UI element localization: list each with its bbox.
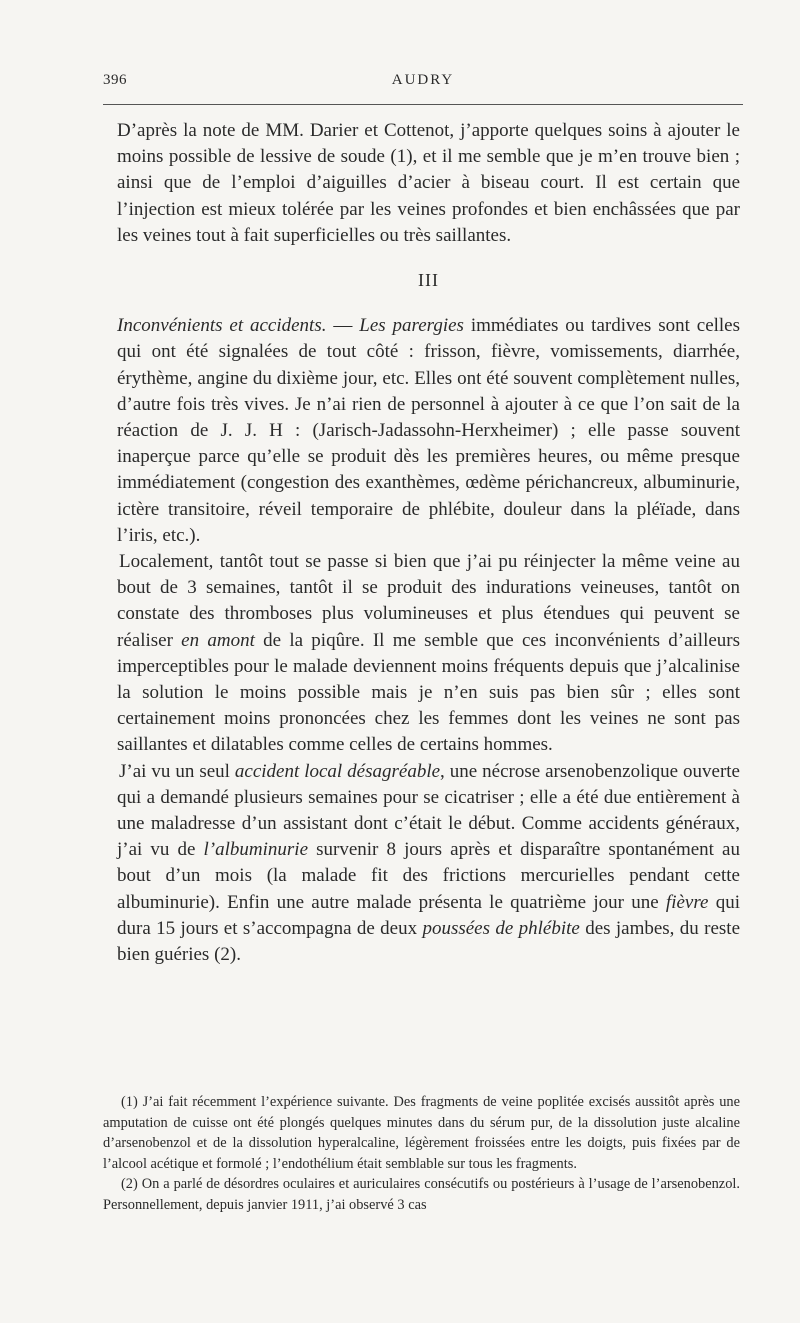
body-text (117, 118, 740, 968)
paragraph-3 (117, 549, 740, 759)
paragraph-text: survenir 8 jours après et disparaître spontanément au bout d’un mois (la malade fit des frictions mercurielles pendant cette albuminurie). Enfin une autre malade présenta le quatrième jour une (117, 839, 740, 913)
italic-term: fièvre (665, 891, 709, 913)
paragraph-2 (117, 313, 740, 549)
paragraph-text: , une nécrose arsenobenzolique ouverte qui a demandé plusieurs semaines pour se cicatriser ; elle a été due entièrement à une maladresse d’un assistant dont c’était le début. Comme accidents généraux, j’ai vu de (117, 760, 740, 861)
paragraph-text: immédiates ou tardives sont celles qui ont été signalées de tout côté : frisson, fièvre, vomissements, diarrhée, érythème, angine du dixième jour, etc. Elles ont été souvent complètement nulles, d’autre fois très vives. Je n’ai rien de personnel à ajouter à ce que l’on sait de la réaction de J. J. H : (Jarisch-Jadassohn-Herxheimer) ; elle passe souvent inaperçue parce qu’elle se produit dès les premières heures, ou même presque immédiatement (congestion des exanthèmes, œdème périchancreux, albuminurie, ictère transitoire, réveil temporaire de phlébite, douleur dans la pléïade, dans l’iris, etc.). (117, 315, 741, 546)
paragraph-text: J’ai vu un seul (119, 760, 235, 782)
header-rule (103, 104, 743, 105)
italic-term: poussées de phlébite (422, 917, 580, 939)
italic-term: Les parergies (359, 315, 464, 337)
page-header (103, 72, 743, 94)
footnotes (103, 1092, 740, 1216)
paragraph-1: D’après la note de MM. Darier et Cottenot, j’apporte quelques soins à ajouter le moins possible de lessive de soude (1), et il me semble que je m’en trouve bien ; ainsi que de l’emploi d’aiguilles d’acier à biseau court. Il est certain que l’injection est mieux tolérée par les veines profondes et bien enchâssées que par les veines tout à fait superficielles ou très saillantes. (117, 120, 740, 246)
paragraph-text: de la piqûre. Il me semble que ces inconvénients d’ailleurs imperceptibles pour le malade deviennent moins fréquents depuis que j’alcalinise la solution le moins possible mais je n’en suis pas bien sûr ; elles sont certainement moins prononcées chez les femmes dont les veines ne sont pas saillantes et dilatables comme celles de certains hommes. (117, 629, 741, 756)
paragraph-4 (117, 759, 740, 969)
paragraph-text: Localement, tantôt tout se passe si bien que j’ai pu réinjecter la même veine au bout de 3 semaines, tantôt il se produit des indurations veineuses, tantôt on constate des thromboses plus volumineuses et plus étendues qui peuvent se réaliser (117, 551, 740, 651)
footnote-2: (2) On a parlé de désordres oculaires et auriculaires consécutifs ou postérieurs à l’usage de l’arsenobenzol. Personnellement, depuis janvier 1911, j’ai observé 3 cas (103, 1176, 740, 1213)
section-number: III (418, 270, 439, 291)
paragraph-text: qui dura 15 jours et s’accompagna de deux (117, 891, 741, 939)
italic-term: l’albuminurie (203, 839, 309, 861)
running-head: AUDRY (391, 72, 455, 88)
paragraph-text: des jambes, du reste bien guéries (2). (117, 917, 740, 966)
italic-heading: Inconvénients et accidents. (117, 315, 327, 337)
footnote-1: (1) J’ai fait récemment l’expérience suivante. Des fragments de veine poplitée excisés aussitôt après une amputation de cuisse ont été plongés quelques minutes dans du sérum pur, de la dissolution juste alcaline d’arsenobenzol et de la dissolution hyperalcaline, légèrement froissées entre les doigts, puis fixées par de l’alcool acétique et formolé ; l’endothélium était semblable sur tous les fragments. (103, 1094, 740, 1172)
italic-term: en amont (181, 629, 255, 651)
em-dash: — (326, 315, 360, 337)
italic-term: accident local désagréable (234, 760, 441, 782)
page-number: 396 (103, 72, 127, 88)
